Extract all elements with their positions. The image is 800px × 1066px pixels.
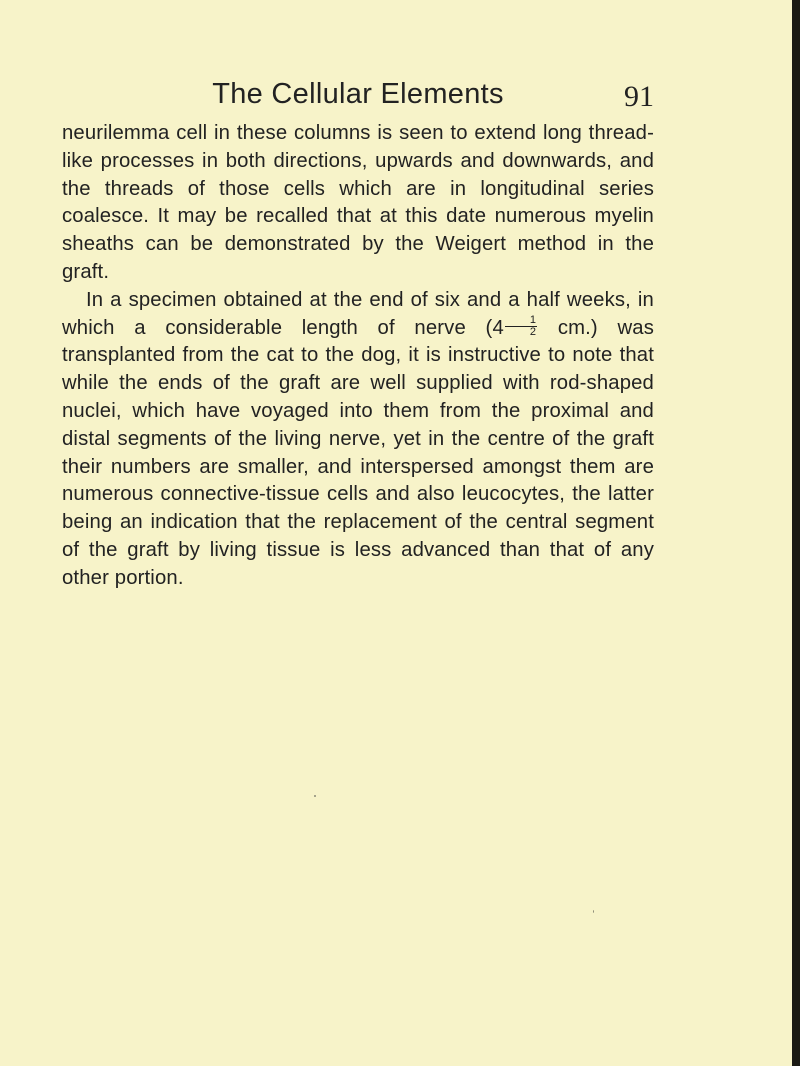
paper-speck [314,795,316,797]
fraction-denominator: 2 [529,325,537,338]
fraction-numerator: 1 [505,315,537,327]
paragraph-1: neurilemma cell in these columns is seen to extend long thread-like processes in both directions, upwards and downwards, and the threads of those cells which are in longitudinal series coalesce. It may be recalled that at this date numerous myelin sheaths can be demonstrated by the Weigert method in the graft. [62,122,654,283]
page-header [62,78,654,120]
paragraph-2-end: cm.) was transplanted from the cat to the dog, it is instructive to note that while the ends of the graft are well supplied with rod-shaped nuclei, which have voyaged into them from the proximal and distal segments of the living nerve, yet in the centre of the graft their numbers are smaller, and interspersed amongst them are numerous connective-tissue cells and also leucocytes, the latter being an indication that the replacement of the central segment of the graft by living tissue is less advanced than that of any other portion. [62,316,654,589]
paper-speck [593,910,594,913]
book-page [62,78,654,593]
fraction-one-half [505,315,537,338]
page-edge-shadow [792,0,800,1066]
paragraph-2-start: In a specimen obtained at the end of six and a half weeks, in which a considerable length of nerve (4 [62,288,654,339]
page-number: 91 [624,80,654,113]
paragraph-2 [62,287,654,593]
running-title: The Cellular Elements [212,78,504,110]
body-text [62,120,654,593]
